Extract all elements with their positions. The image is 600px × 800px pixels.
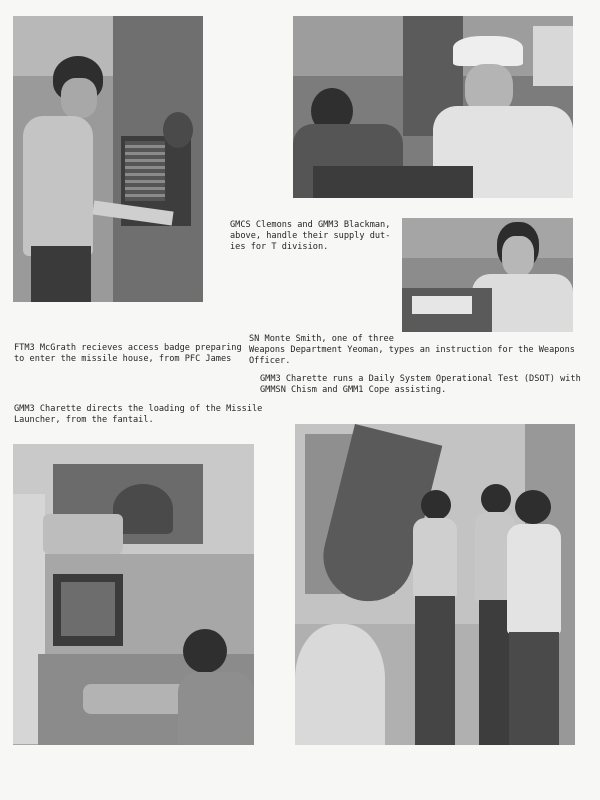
caption-dsot: GMM3 Charette runs a Daily System Operational Test (DSOT) with GMMSN Chism and GMM1 Cope assisting.	[260, 374, 581, 395]
caption-access-badge: FTM3 McGrath recieves access badge preparing to enter the missile house, from PFC James	[14, 343, 242, 364]
photo-supply-duties	[293, 16, 573, 198]
caption-launcher-loading: GMM3 Charette directs the loading of the Missile Launcher, from the fantail.	[14, 404, 263, 425]
caption-supply-duties: GMCS Clemons and GMM3 Blackman, above, handle their supply dut- ies for T division.	[230, 220, 391, 252]
photo-dsot-test	[295, 424, 575, 745]
photo-yeoman-typing	[402, 218, 573, 332]
photo-access-badge	[13, 16, 203, 302]
caption-yeoman: SN Monte Smith, one of three Weapons Department Yeoman, types an instruction for the Weapons Officer.	[249, 334, 575, 366]
photo-missile-launcher	[13, 444, 254, 745]
